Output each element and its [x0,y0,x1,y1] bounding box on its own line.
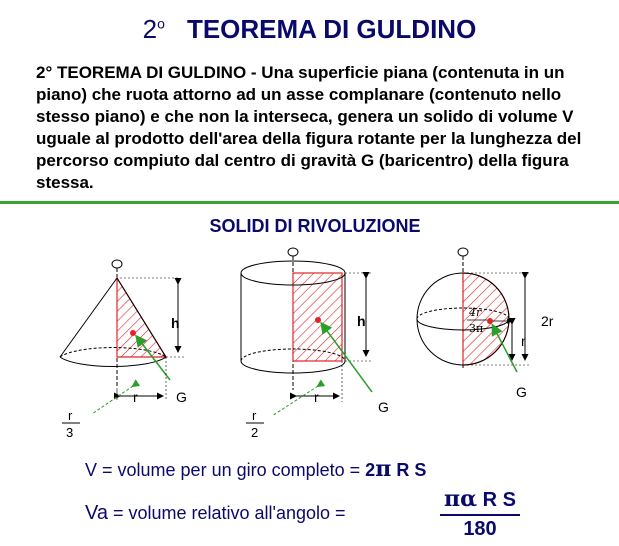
cone-g-label: G [176,389,187,405]
sphere-frac-den: 3π [469,322,484,335]
formula-fraction-denominator: 180 [463,518,497,540]
section-divider [0,201,619,204]
cone-frac-den: 3 [66,425,74,440]
sphere-r-label: r [521,333,526,349]
cylinder-r-label: r [314,389,319,405]
cylinder-frac-den: 2 [251,425,259,440]
page-title [0,14,619,45]
cone-frac-num: r [68,408,73,423]
formula-fraction [440,486,520,541]
revolution-solids-diagram [0,240,619,450]
formula-partial-volume [85,502,346,525]
sphere-figure [417,248,554,400]
formula-full-volume [85,456,426,482]
formula-v-num: 2 [365,460,376,480]
formula-va-label: Va [85,502,108,524]
sphere-g-label: G [516,384,527,400]
cylinder-frac-num: r [252,408,257,423]
title-text: TEOREMA DI GULDINO [186,14,477,44]
formula-va-text: = volume relativo all'angolo = [107,503,346,523]
cylinder-g-label: G [378,399,389,415]
cylinder-figure [241,248,389,440]
formula-v-label: V = volume per un giro completo = [85,460,361,480]
cone-figure [60,260,187,440]
sphere-frac-num: 4r [469,306,482,319]
theorem-number: 2$^o$ [142,14,165,44]
formula-v-rest: R S [396,460,427,480]
statement-lead: 2° TEOREMA DI GULDINO - [36,63,257,82]
cone-r-label: r [133,389,138,405]
theorem-statement [36,62,606,194]
formula-fraction-numerator: πα R S [440,486,520,516]
cone-h-label: h [171,315,180,331]
cylinder-h-label: h [357,313,366,329]
section-subtitle: SOLIDI DI RIVOLUZIONE [209,216,421,236]
statement-text: Una superficie piana (contenuta in un piano) che ruota attorno ad un asse complanare (contenuto nello stesso piano) e che non la interseca, genera un solido di volume V uguale al prodotto dell'area della figura rotante per la lunghezza del percorso compiuto dal centro di gravità G (baricentro) della figura stessa. [36,63,582,192]
sphere-2r-label: 2r [541,313,554,329]
formula-v-pi: π [375,456,392,482]
